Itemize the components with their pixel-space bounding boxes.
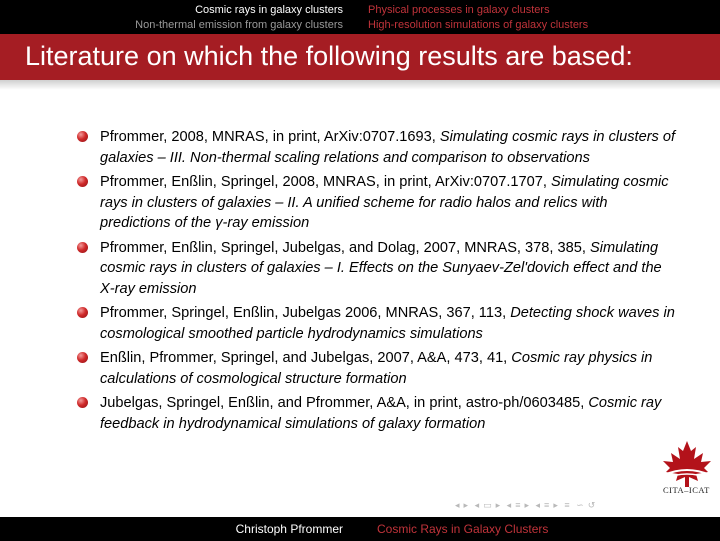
nav-prev-subsection-icon[interactable]: ◂ (506, 500, 512, 510)
reference-citation: Pfrommer, Springel, Enßlin, Jubelgas 2006, MNRAS, 367, 113, (100, 305, 511, 321)
reference-citation: Jubelgas, Springel, Enßlin, and Pfrommer, A&A, in print, astro-ph/0603485, (100, 395, 589, 411)
nav-appendix-icon[interactable]: ≡ (564, 500, 570, 510)
reference-title: Simulating cosmic rays in clusters of galaxies – III. Non-thermal scaling relations and comparison to observations (100, 129, 676, 166)
list-item (77, 303, 677, 344)
bullet-ball-icon (77, 397, 88, 408)
navigation-symbols (455, 500, 599, 512)
reference-citation: Pfrommer, 2008, MNRAS, in print, ArXiv:0707.1693, (100, 129, 440, 145)
nav-subsection-icon[interactable]: ≡ (515, 500, 521, 510)
reference-title: Cosmic ray physics in calculations of cosmological structure formation (100, 350, 653, 387)
nav-next-section-icon[interactable]: ▸ (553, 500, 558, 510)
nav-link-physical-processes[interactable]: Physical processes in galaxy clusters (368, 4, 550, 16)
bullet-ball-icon (77, 352, 88, 363)
nav-prev-frame-icon[interactable]: ◂ (474, 500, 480, 510)
nav-next-slide-icon[interactable]: ▸ (463, 500, 469, 510)
list-item (77, 172, 677, 234)
nav-subsections-right (363, 0, 720, 34)
bullet-ball-icon (77, 307, 88, 318)
slide-title: Literature on which the following results are based: (25, 41, 633, 71)
nav-link-cosmic-rays[interactable]: Cosmic rays in galaxy clusters (195, 4, 343, 16)
list-item (77, 393, 677, 434)
nav-frame-icon[interactable]: ▭ (483, 500, 492, 510)
reference-title: Simulating cosmic rays in clusters of galaxies – II. A unified scheme for radio halos and relics with predictions of the γ-ray emission (100, 174, 669, 231)
footer-talk-title: Cosmic Rays in Galaxy Clusters (377, 522, 549, 536)
title-shadow (0, 80, 720, 90)
list-item (77, 348, 677, 389)
nav-next-frame-icon[interactable]: ▸ (495, 500, 501, 510)
nav-next-subsection-icon[interactable]: ▸ (524, 500, 529, 510)
nav-link-high-resolution-simulations[interactable]: High-resolution simulations of galaxy clusters (368, 19, 589, 31)
list-item (77, 127, 677, 168)
nav-back-icon[interactable]: ↺ (587, 500, 596, 510)
reference-title: Detecting shock waves in cosmological smoothed particle hydrodynamics simulations (100, 305, 675, 342)
nav-section-icon[interactable]: ≡ (544, 500, 550, 510)
title-bar (0, 34, 720, 80)
nav-link-non-thermal-emission[interactable]: Non-thermal emission from galaxy clusters (135, 19, 343, 31)
logo-text: CITA–ICAT (663, 485, 710, 495)
reference-citation: Pfrommer, Enßlin, Springel, 2008, MNRAS, in print, ArXiv:0707.1707, (100, 174, 551, 190)
reference-citation: Pfrommer, Enßlin, Springel, Jubelgas, and Dolag, 2007, MNRAS, 378, 385, (100, 239, 590, 256)
list-item (77, 238, 677, 300)
nav-sections-left (0, 0, 360, 34)
nav-prev-section-icon[interactable]: ◂ (535, 500, 541, 510)
footer-bar (0, 517, 720, 541)
reference-title: Simulating cosmic rays in clusters of galaxies – I. Effects on the Sunyaev-Zel'dovich effect and the X-ray emission (100, 239, 662, 297)
nav-search-icon[interactable]: ∽ (576, 500, 584, 510)
reference-citation: Enßlin, Pfrommer, Springel, and Jubelgas, 2007, A&A, 473, 41, (100, 350, 512, 366)
footer-author: Christoph Pfrommer (235, 522, 343, 536)
nav-prev-slide-icon[interactable]: ◂ (455, 500, 460, 510)
bullet-ball-icon (77, 242, 88, 253)
top-navigation-bar (0, 0, 720, 34)
reference-list (77, 127, 677, 438)
reference-title: Cosmic ray feedback in hydrodynamical simulations of galaxy formation (100, 395, 662, 432)
bullet-ball-icon (77, 176, 88, 187)
bullet-ball-icon (77, 131, 88, 142)
